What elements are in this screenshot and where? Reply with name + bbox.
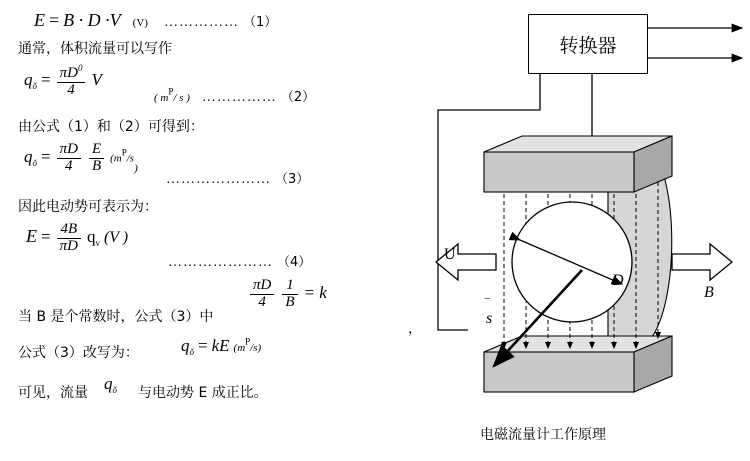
paragraph-3: 因此电动势可表示为： bbox=[18, 199, 158, 215]
equation-2-unit-row bbox=[154, 86, 315, 106]
eq2-num-sup: 0 bbox=[77, 63, 83, 73]
rw-rhs: kE bbox=[211, 336, 230, 355]
eq2-num-text: πD bbox=[59, 65, 78, 81]
converter-box[interactable] bbox=[528, 14, 648, 74]
eq4-lhs: E bbox=[26, 225, 37, 246]
eq4-unit: (V ) bbox=[103, 228, 129, 246]
diagram-flowmeter bbox=[432, 0, 750, 461]
eq2-number: （2） bbox=[280, 90, 316, 105]
converter-label: 转换器 bbox=[559, 34, 617, 57]
label-s-bar: ‾ bbox=[485, 298, 490, 313]
eq2-unit: ( m bbox=[154, 92, 169, 104]
eq2-equals: = bbox=[41, 69, 51, 89]
eq3-dots: ………………… bbox=[166, 172, 271, 187]
label-U: U bbox=[444, 246, 456, 263]
equation-1 bbox=[34, 10, 277, 31]
diagram-caption: 电磁流量计工作原理 bbox=[480, 427, 606, 443]
rw-unit-sup: P bbox=[245, 336, 251, 347]
flow-symbol bbox=[104, 374, 117, 395]
label-B: B bbox=[704, 284, 714, 301]
paragraph-1: 通常，体积流量可以写作 bbox=[18, 41, 172, 57]
k-fraction-2 bbox=[282, 278, 297, 311]
label-s: s bbox=[486, 310, 493, 327]
equation-4-tail-row bbox=[168, 251, 311, 271]
label-D: D bbox=[612, 272, 624, 289]
eq3-lhs-sub: ǒ bbox=[32, 158, 37, 169]
eq3-lhs: q bbox=[24, 146, 33, 166]
eq2-numerator bbox=[57, 64, 86, 82]
eq2-fraction bbox=[57, 64, 86, 99]
eq2-lhs-sub: ǒ bbox=[32, 81, 37, 92]
k-num-1: πD bbox=[253, 277, 272, 293]
equation-3 bbox=[24, 142, 138, 175]
eq4-denominator: πD bbox=[57, 238, 81, 255]
eq1-rhs: B · D ·V bbox=[63, 10, 121, 30]
flow-symbol-sub: ǒ bbox=[112, 385, 117, 396]
eq3-num-1: πD bbox=[59, 141, 78, 157]
k-den-2: B bbox=[282, 294, 297, 311]
eq1-dots: …………… bbox=[163, 15, 239, 30]
eq2-unit-tail: / s ) bbox=[173, 92, 190, 104]
k-num-2: 1 bbox=[286, 277, 294, 293]
eq4-dots: ………………… bbox=[168, 255, 273, 270]
eq1-unit: (V) bbox=[132, 17, 148, 29]
equation-2 bbox=[24, 64, 102, 99]
eq3-den-2: B bbox=[89, 158, 104, 175]
eq2-lhs: q bbox=[24, 69, 33, 89]
eq4-tail: q bbox=[86, 226, 96, 246]
eq4-equals: = bbox=[41, 226, 51, 246]
eq1-number: （1） bbox=[242, 15, 278, 30]
paragraph-4b: ， bbox=[408, 321, 422, 337]
eq3-fraction-1 bbox=[57, 142, 81, 175]
eq3-number: （3） bbox=[275, 172, 310, 187]
rw-equals: = bbox=[198, 336, 208, 355]
eq1-equals: = bbox=[49, 10, 60, 30]
paragraph-6b: 与电动势 E 成正比。 bbox=[138, 385, 268, 401]
eq3-unit-sup: P bbox=[121, 147, 127, 158]
rw-lhs-sub: ǒ bbox=[189, 347, 194, 358]
eq3-unit-tail: /s bbox=[126, 152, 135, 165]
k-equals: = k bbox=[303, 282, 327, 302]
coil-block-top bbox=[484, 136, 672, 192]
inline-k-expression bbox=[248, 278, 327, 311]
eq1-lhs: E bbox=[34, 10, 45, 30]
eq4-fraction bbox=[57, 222, 81, 255]
paragraph-4a: 当 B 是个常数时，公式（3）中 bbox=[18, 309, 214, 325]
converter-output-arrows bbox=[646, 28, 742, 58]
equation-4 bbox=[26, 222, 128, 255]
eq3-unit: (m bbox=[110, 152, 122, 165]
rw-unit: (m bbox=[233, 342, 246, 354]
paragraph-2: 由公式（1）和（2）可得到： bbox=[18, 119, 204, 135]
eq2-unit-sup: P bbox=[168, 86, 174, 97]
eq3-equals: = bbox=[41, 146, 51, 166]
eq2-tail: V bbox=[91, 69, 102, 89]
text-column bbox=[18, 6, 428, 456]
rw-lhs: q bbox=[181, 336, 190, 355]
electrode-arrow-right bbox=[672, 244, 732, 280]
eq3-fraction-2 bbox=[89, 142, 104, 175]
eq4-numerator: 4B bbox=[60, 221, 78, 237]
paragraph-5: 公式（3）改写为： bbox=[18, 345, 139, 361]
eq3-den-1: 4 bbox=[57, 158, 81, 175]
flow-symbol-lhs: q bbox=[104, 374, 113, 393]
eq2-denominator: 4 bbox=[57, 82, 86, 99]
eq2-dots: …………… bbox=[201, 90, 277, 105]
rw-unit-tail: /s) bbox=[250, 342, 262, 354]
paragraph-6a: 可见，流量 bbox=[18, 385, 88, 401]
equation-3-tail-row bbox=[166, 168, 309, 188]
eq3-unit-close: ) bbox=[134, 162, 138, 175]
eq4-number: （4） bbox=[277, 255, 312, 270]
eq3-num-2: E bbox=[91, 141, 102, 157]
k-den-1: 4 bbox=[250, 294, 274, 311]
k-fraction-1 bbox=[250, 278, 274, 311]
rewritten-formula bbox=[181, 336, 261, 357]
eq4-tail-sub: v bbox=[95, 238, 100, 249]
